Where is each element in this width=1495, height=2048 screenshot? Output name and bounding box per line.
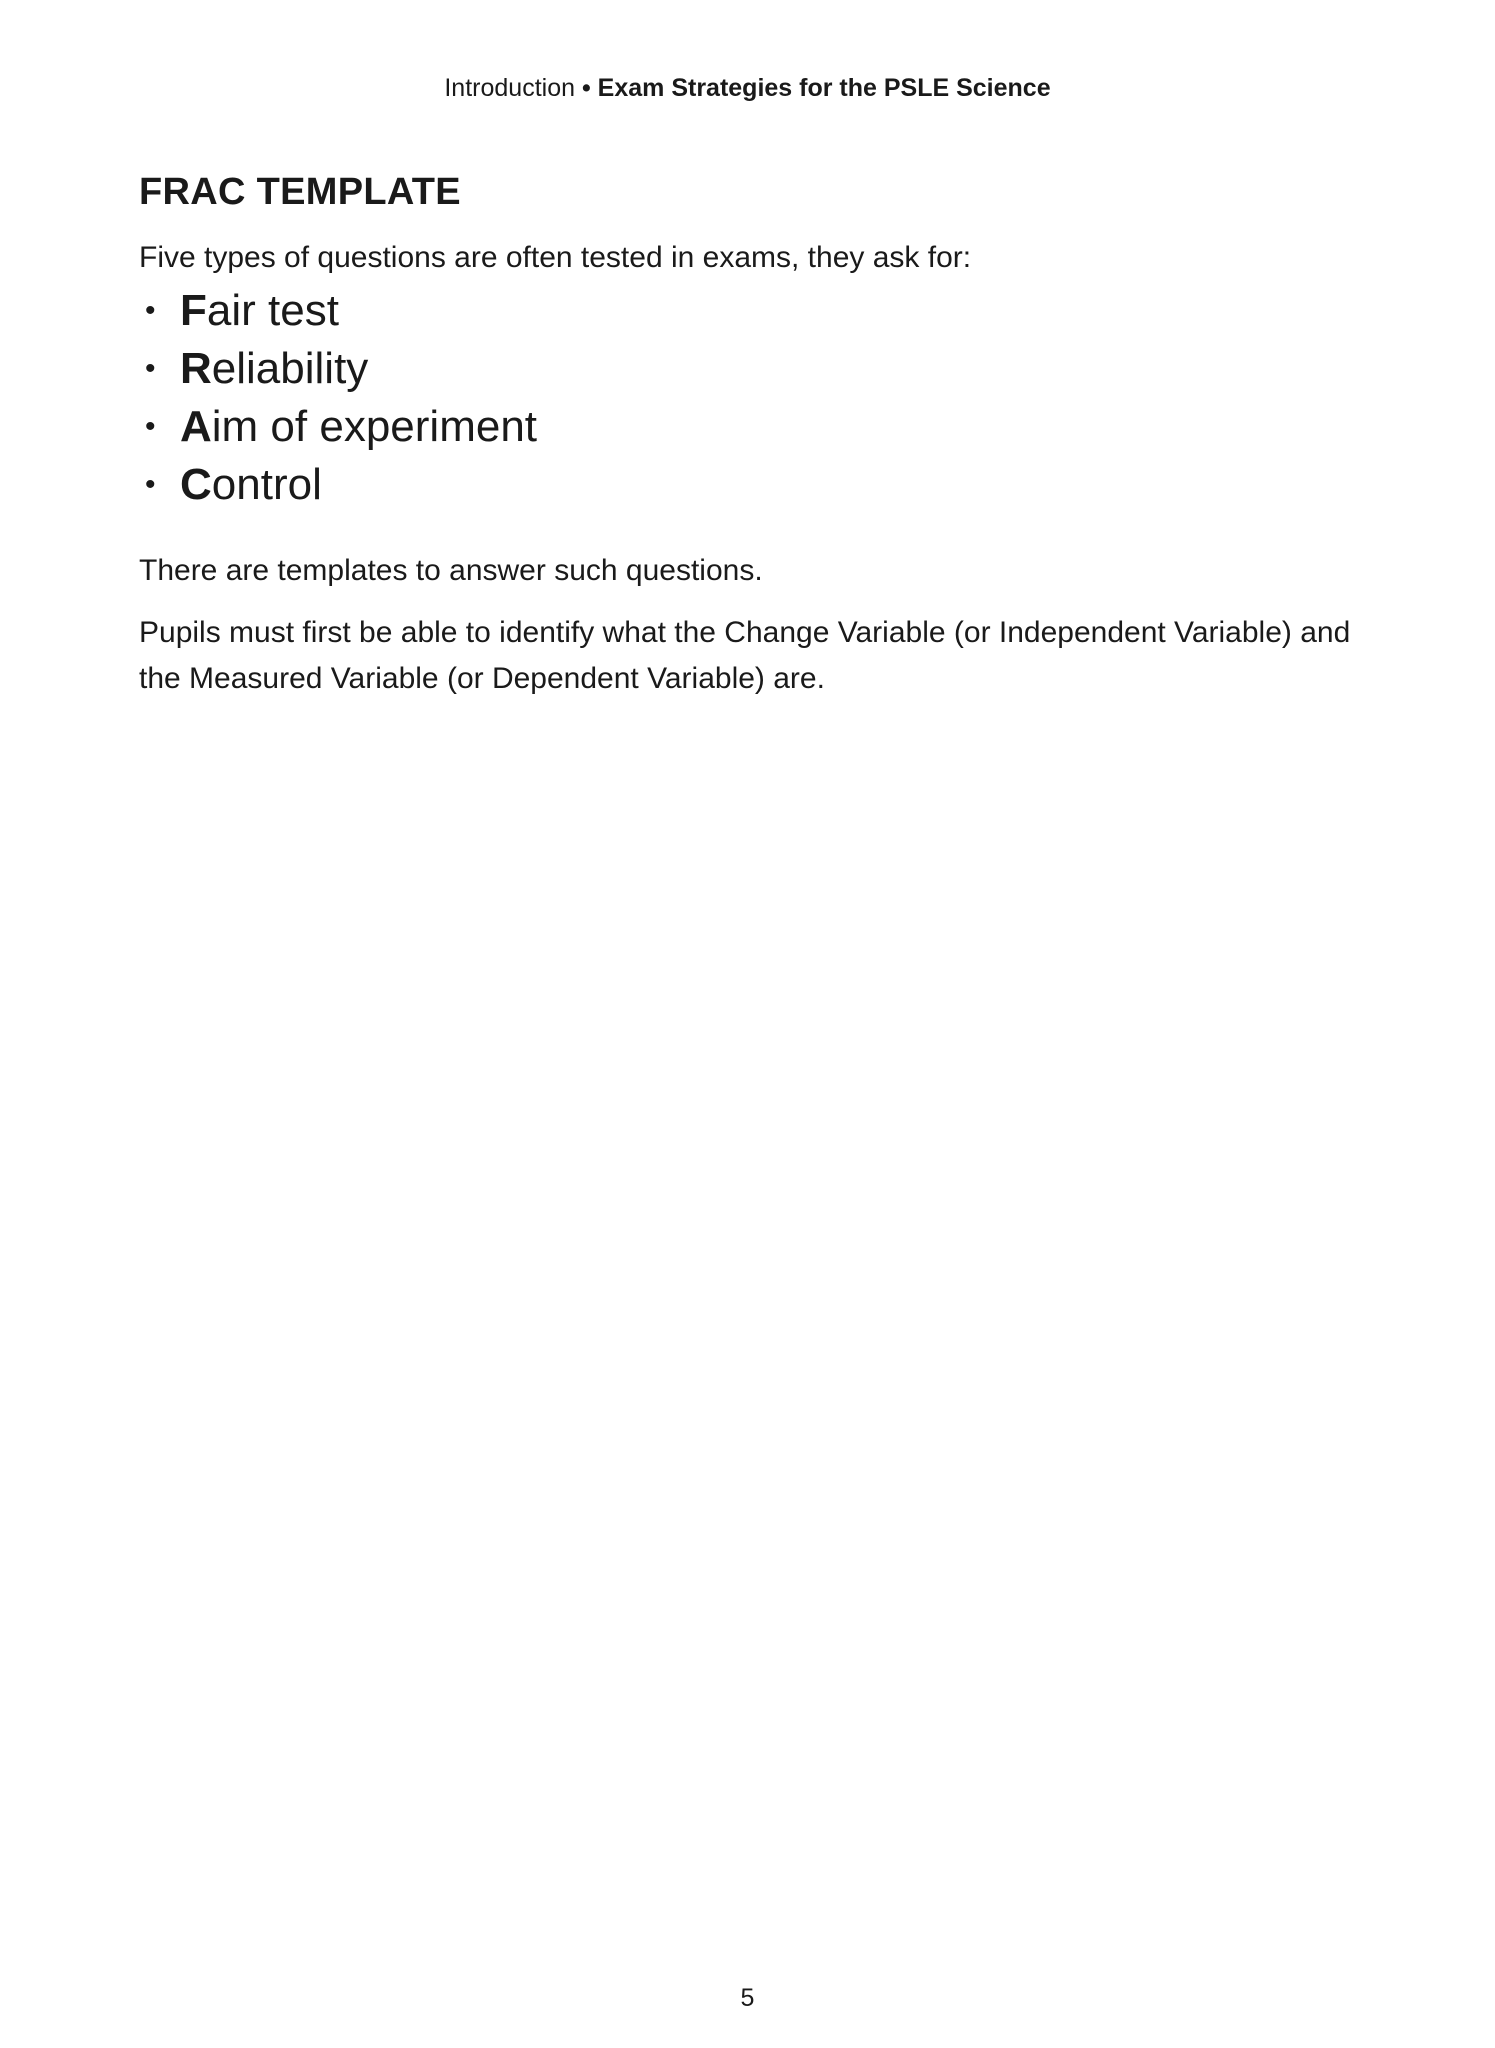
paragraph-variables: Pupils must first be able to identify what the Change Variable (or Independent Variable) and the Measured Variable (or Dependent Variable) are. — [139, 616, 1351, 695]
page-content — [139, 168, 1359, 702]
bullet: • — [145, 410, 156, 443]
list-item-fair-test — [139, 282, 1359, 340]
item-text: air test — [206, 286, 339, 335]
header-book-title: Exam Strategies for the PSLE Science — [597, 74, 1051, 102]
paragraph-templates: There are templates to answer such questions. — [139, 554, 763, 587]
list-item-aim — [139, 398, 1359, 456]
header-separator: • — [575, 74, 598, 102]
bullet: • — [145, 468, 156, 501]
list-item-control — [139, 456, 1359, 514]
bullet: • — [145, 352, 156, 385]
running-header — [0, 72, 1495, 104]
page-number: 5 — [740, 1984, 755, 2012]
section-title: FRAC TEMPLATE — [139, 171, 461, 213]
frac-list — [139, 282, 1359, 514]
intro-text: Five types of questions are often tested in exams, they ask for: — [139, 241, 972, 274]
list-item-reliability — [139, 340, 1359, 398]
item-text: eliability — [211, 344, 369, 393]
initial-letter: C — [180, 460, 212, 509]
item-text: im of experiment — [211, 402, 538, 451]
bullet: • — [145, 294, 156, 327]
initial-letter: R — [180, 344, 212, 393]
initial-letter: A — [180, 402, 212, 451]
header-section: Introduction — [444, 74, 575, 102]
initial-letter: F — [180, 286, 207, 335]
item-text: ontrol — [211, 460, 322, 509]
